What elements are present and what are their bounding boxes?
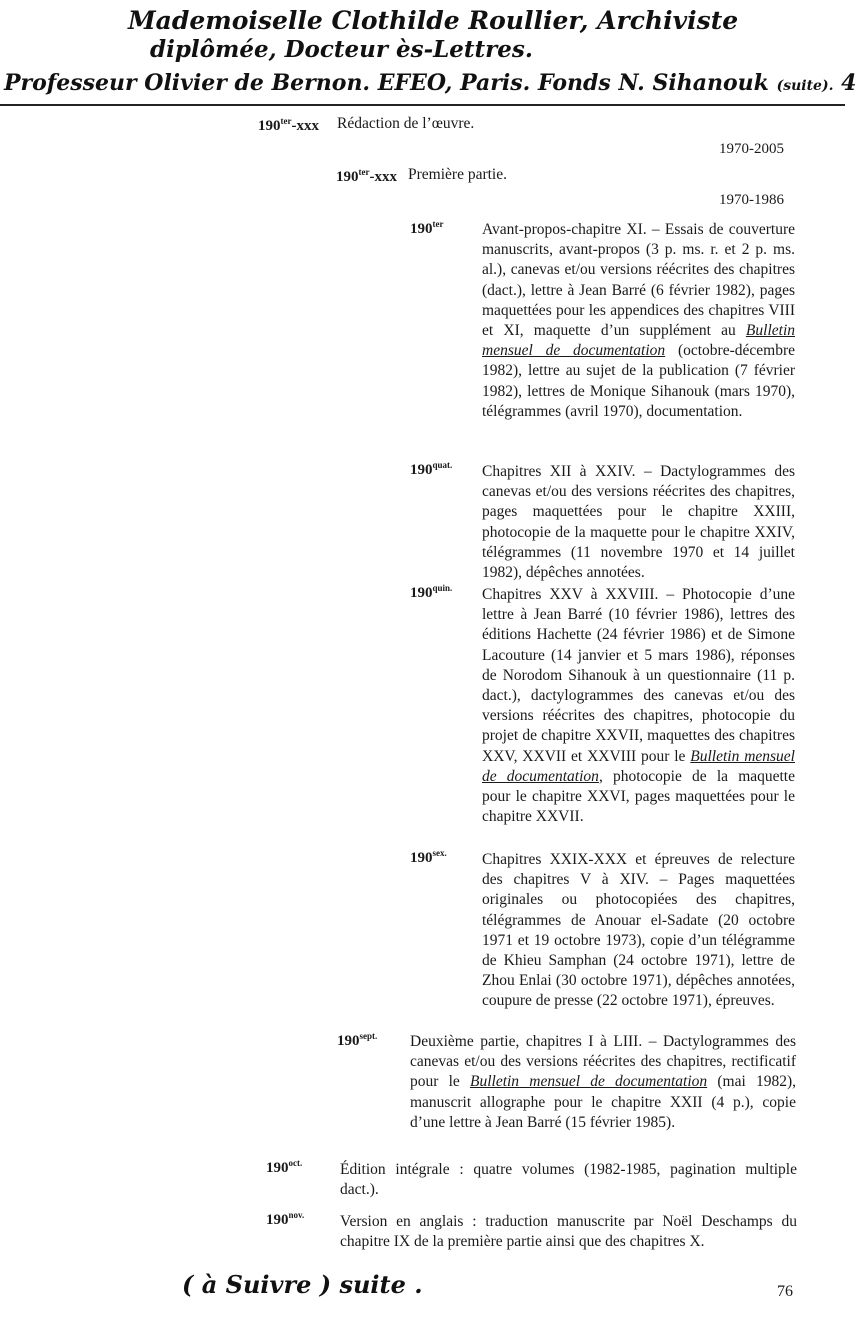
entry-text-e4: Chapitres XII à XXIV. – Dactylogrammes des canevas et/ou des versions réécrites des chapitres, pages maquettées pour le chapitre XXIII, photocopie de la maquette pour le chapitre XXIV, télégrammes (11 novembre 1970 et 14 juillet 1982), dépêches annotées. — [482, 463, 795, 582]
handwritten-header-line-1: Mademoiselle Clothilde Roullier, Archiviste — [128, 6, 739, 35]
entry-text-e6: Chapitres XXIX-XXX et épreuves de relecture des chapitres V à XIV. – Pages maquettées originales ou photocopiées des chapitres, télégrammes de Anouar el-Sadate (20 octobre 1971 et 19 octobre 1973), copie d’un télégramme de Khieu Samphan (24 octobre 1971), lettre de Zhou Enlai (30 octobre 1971), dépêches annotées, coupure de presse (22 octobre 1971), épreuves. — [482, 851, 795, 1010]
entry-ref-e1: $190^{ter}$-xxx — [258, 116, 319, 134]
bulletin-link-e5: Bulletin mensuel de documentation — [482, 747, 795, 785]
handwritten-footer-note: ( à Suivre ) suite . — [182, 1270, 423, 1299]
entry-text-e8: Édition intégrale : quatre volumes (1982-1985, pagination multiple dact.). — [340, 1161, 797, 1199]
entry-text-e9: Version en anglais : traduction manuscrite par Noël Deschamps du chapitre IX de la première partie ainsi que des chapitres X. — [340, 1213, 797, 1251]
entry-title-e2: Première partie. — [408, 166, 507, 183]
entry-ref-e7: $190^{sept.}$ — [337, 1031, 378, 1049]
entry-ref-e4: $190^{quat.}$ — [410, 460, 453, 478]
handwritten-header-line-3: Professeur Olivier de Bernon. EFEO, Paris. Fonds N. Sihanouk (suite). 4 — [4, 70, 856, 96]
handwritten-header-line-2: diplômée, Docteur ès-Lettres. — [150, 36, 533, 63]
entry-date-e1: 1970-2005 — [719, 141, 784, 157]
page-number: 76 — [777, 1283, 793, 1300]
entry-ref-e5: $190^{quin.}$ — [410, 583, 453, 601]
entry-text-e5: Chapitres XXV à XXVIII. – Photocopie d’une lettre à Jean Barré (10 février 1986), lettres des éditions Hachette (24 février 1986) et de Simone Lacouture (14 janvier et 5 mars 1986), réponses de Norodom Sihanouk à un questionnaire (11 p. dact.), dactylogrammes des canevas et/ou des versions réécrites des chapitres, photocopie du projet de chapitre XXVII, maquettes des chapitres XXV, XXVII et XXVIII pour le Bulletin mensuel de documentation, photocopie de la maquette pour le chapitre XXVI, pages maquettées pour le chapitre XXVII. — [482, 586, 795, 826]
entry-ref-e9: $190^{nov.}$ — [266, 1210, 305, 1228]
bulletin-link-e3: Bulletin mensuel de documentation — [482, 322, 795, 360]
entry-date-e2: 1970-1986 — [719, 192, 784, 208]
bulletin-link-e7: Bulletin mensuel de documentation — [469, 1073, 708, 1091]
entry-title-e1: Rédaction de l’œuvre. — [337, 115, 475, 132]
entry-ref-e2: $190^{ter}$-xxx — [336, 167, 397, 185]
header-rule — [0, 104, 845, 106]
entry-text-e3: Avant-propos-chapitre XI. – Essais de couverture manuscrits, avant-propos (3 p. ms. r. et 2 p. ms. al.), canevas et/ou versions réécrites des chapitres (dact.), lettre à Jean Barré (6 février 1982), pages maquettées pour les appendices des chapitres VIII et XI, maquette d’un supplément au Bulletin mensuel de documentation (octobre-décembre 1982), lettre au sujet de la publication (7 février 1982), lettres de Monique Sihanouk (mars 1970), télégrammes (avril 1970), documentation. — [482, 221, 795, 420]
entry-ref-e6: $190^{sex.}$ — [410, 848, 447, 866]
entry-ref-e8: $190^{oct.}$ — [266, 1158, 303, 1176]
entry-ref-e3: $190^{ter}$ — [410, 219, 444, 237]
entry-text-e7: Deuxième partie, chapitres I à LIII. – Dactylogrammes des canevas et/ou des versions réécrites des chapitres, rectificatif pour le Bulletin mensuel de documentation (mai 1982), manuscrit allographe pour le chapitre XXII (4 p.), copie d’une lettre à Jean Barré (15 février 1985). — [410, 1033, 796, 1131]
